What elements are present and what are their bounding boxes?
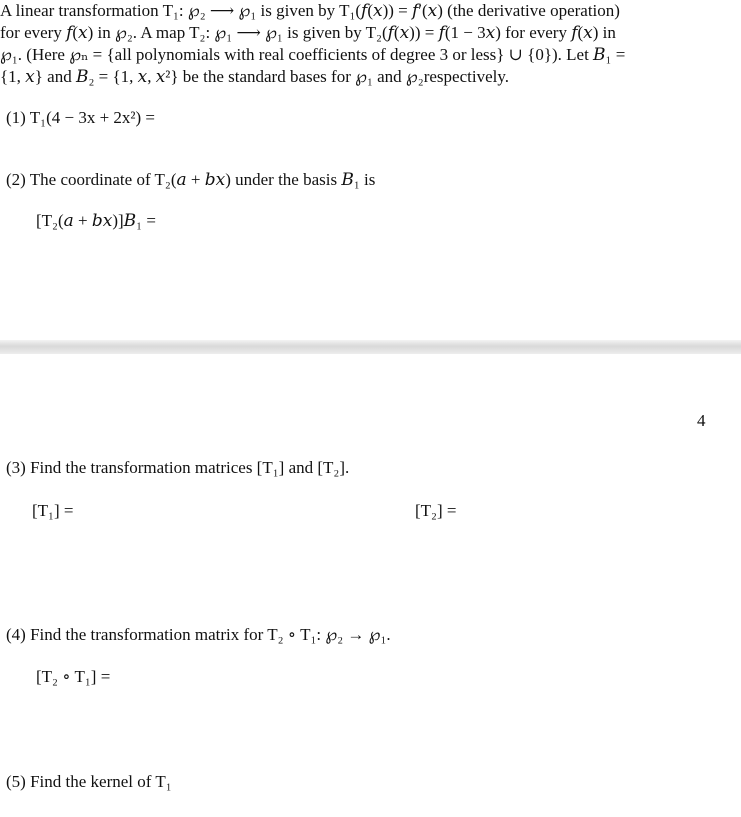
intro-line-4: {1, 𝑥} and 𝐵₂ = {1, 𝑥, 𝑥²} be the standard bases for ℘₁ and ℘₂respectively.: [0, 67, 509, 86]
question-2: (2) The coordinate of T₂(𝑎 + 𝑏𝑥) under the basis 𝐵₁ is: [6, 170, 376, 189]
question-4: (4) Find the transformation matrix for T₂ ∘ T₁: ℘₂ → ℘₁.: [6, 625, 391, 644]
question-3: (3) Find the transformation matrices [T₁] and [T₂].: [6, 458, 350, 477]
question-2-expression: [T₂(𝑎 + 𝑏𝑥)]𝐵₁ =: [36, 211, 156, 230]
question-1: (1) T₁(4 − 3x + 2x²) =: [6, 108, 156, 127]
question-5: (5) Find the kernel of T₁: [6, 772, 172, 791]
page-break-divider: [0, 340, 741, 354]
page-number: 4: [697, 411, 706, 430]
question-4-expression: [T₂ ∘ T₁] =: [36, 667, 111, 686]
intro-line-3: ℘₁. (Here ℘ₙ = {all polynomials with real coefficients of degree 3 or less} ∪ {0}). Let 𝐵₁ =: [0, 45, 626, 64]
intro-paragraph: [0, 0, 730, 88]
question-3-t1-matrix: [T₁] =: [32, 501, 74, 520]
intro-line-2: for every 𝑓(𝑥) in ℘₂. A map T₂: ℘₁ ⟶ ℘₁ is given by T₂(𝑓(𝑥)) = 𝑓(1 − 3𝑥) for every 𝑓(𝑥) in: [0, 23, 616, 42]
question-3-t2-matrix: [T₂] =: [415, 501, 457, 520]
intro-line-1: A linear transformation T₁: ℘₂ ⟶ ℘₁ is given by T₁(𝑓(𝑥)) = 𝑓′(𝑥) (the derivative operation): [0, 1, 620, 20]
